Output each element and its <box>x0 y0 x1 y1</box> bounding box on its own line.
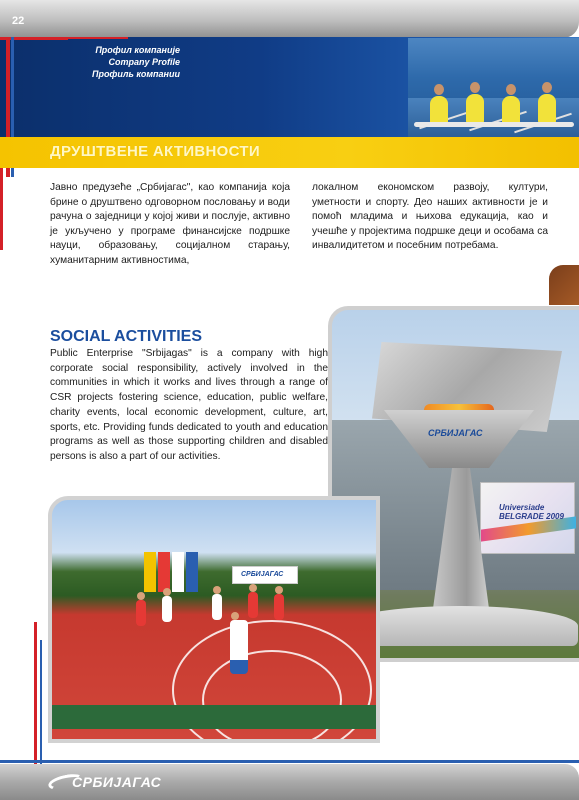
player-foreground <box>230 620 248 674</box>
bottom-blue-line <box>0 760 579 763</box>
player <box>136 600 146 626</box>
player <box>212 594 222 620</box>
universiade-banner <box>480 482 575 554</box>
english-paragraph: Public Enterprise "Srbijagas" is a company with high corporate social responsibility, actively involved in the communities in which it works and lives through a range of CSR projects fostering science, education, public welfare, charity events, local economic development, culture, art, sports, etc. Providing funds dedicated to youth and education programs as well as those supporting children and disabled persons is also a part of our activities. <box>50 348 328 462</box>
brown-photo-corner <box>549 265 579 305</box>
player <box>274 594 284 620</box>
flag <box>158 552 170 592</box>
handball-court-photo <box>48 496 380 743</box>
rower <box>538 94 556 124</box>
rower <box>466 94 484 124</box>
rowing-boat <box>414 122 574 127</box>
top-header-bar <box>0 0 579 38</box>
profile-label-english: Company Profile <box>108 57 180 67</box>
blue-bottom-side-line <box>40 640 42 764</box>
profile-label-russian: Профиль компании <box>91 69 180 79</box>
red-side-line <box>0 168 3 250</box>
player <box>162 596 172 622</box>
serbian-paragraph-col1: Јавно предузеће „Србијагас", као компанија која брине о друштвено одговорном пословању и води рачуна о заједници у којој живи и послује, активно је укључено у програме финансијске подршке науци, образовању, социјалном старању, хуманитарним активностима, <box>50 182 290 266</box>
player <box>248 592 258 618</box>
flag <box>144 552 156 592</box>
court-railing <box>52 705 380 729</box>
logo-text: СРБИЈАГАС <box>72 774 162 790</box>
cauldron-logo-label: СРБИЈАГАС <box>428 428 483 438</box>
red-accent-line-2 <box>68 37 128 39</box>
banner-text: Universiade BELGRADE 2009 <box>499 503 564 521</box>
sponsor-sign <box>232 566 298 584</box>
profile-label-serbian: Профил компаније <box>95 45 180 55</box>
srbijagas-logo <box>48 772 161 792</box>
rowing-photo <box>408 38 579 137</box>
page-number: 22 <box>12 15 25 27</box>
flag <box>172 552 184 592</box>
court-line <box>202 650 342 743</box>
red-bottom-side-line <box>34 622 37 764</box>
company-profile-labels <box>60 44 180 80</box>
serbian-paragraph-col2: локалном економском развоју, култури, уметности и спорту. Део наших активности је и помоћ младима и њихова едукација, као и учешће у пројектима подршке деци и особама са инвалидитетом и посебним потребама. <box>312 182 548 252</box>
english-section-title: SOCIAL ACTIVITIES <box>50 328 203 345</box>
flag <box>186 552 198 592</box>
sponsor-sign-text: СРБИЈАГАС <box>241 571 284 578</box>
serbian-section-title: ДРУШТВЕНЕ АКТИВНОСТИ <box>50 143 260 160</box>
